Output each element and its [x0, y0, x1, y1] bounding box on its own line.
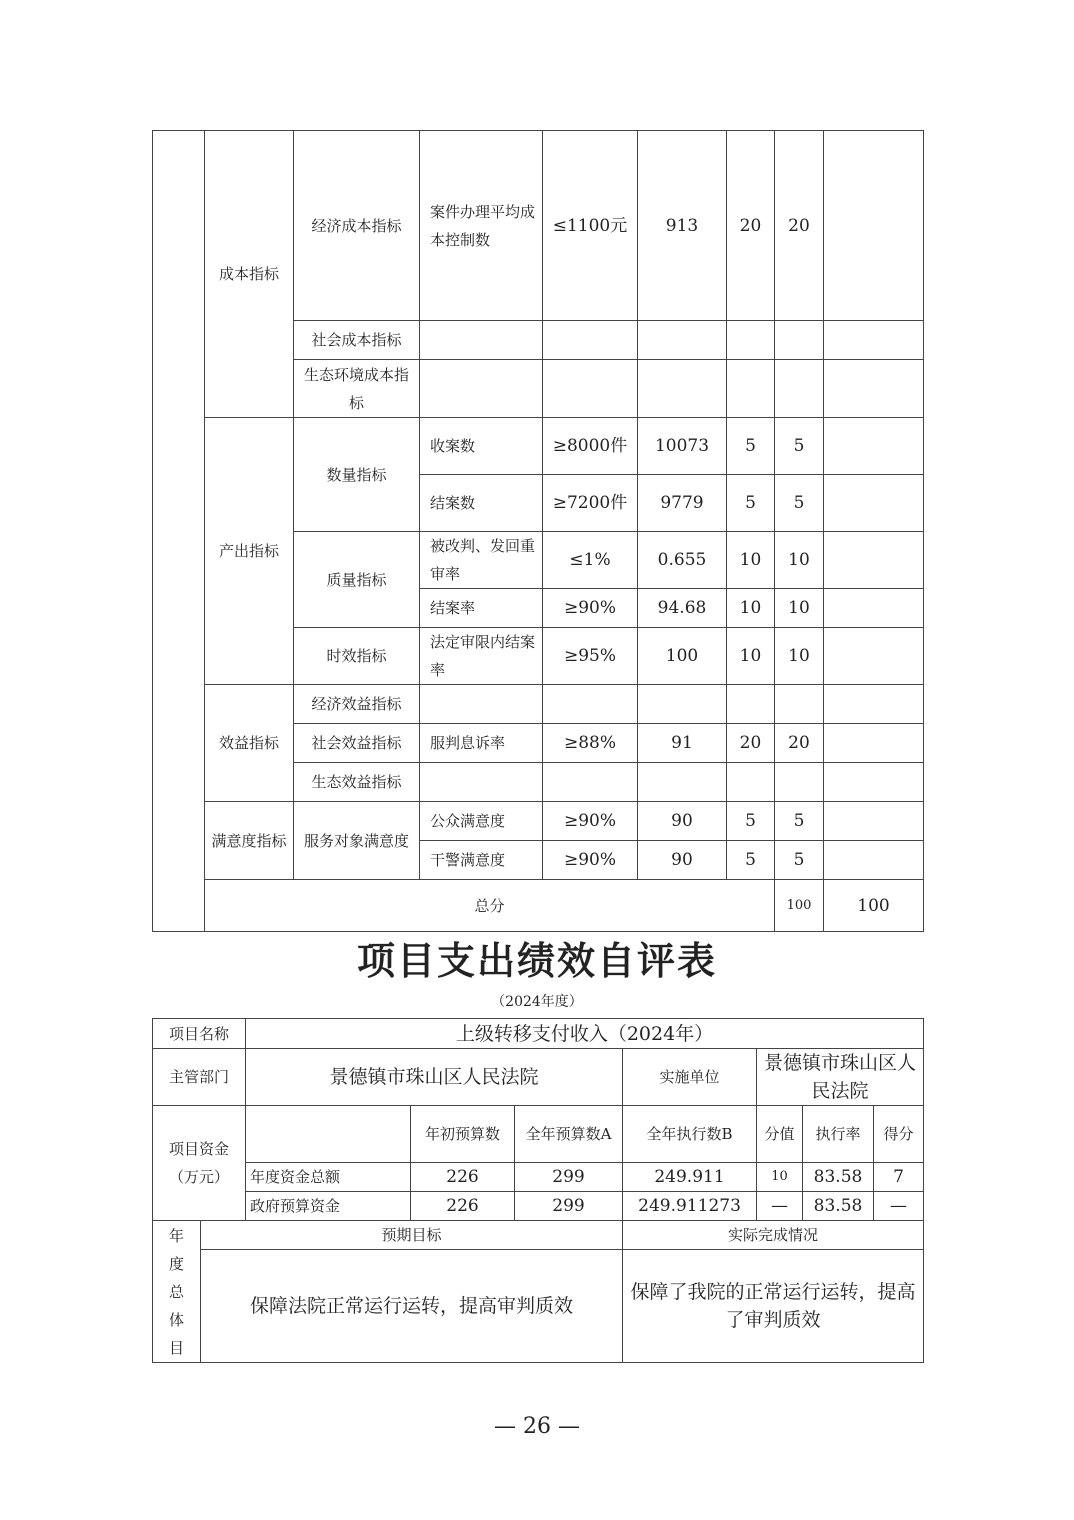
- output-category: 产出指标: [205, 418, 294, 685]
- social-benefit-weight: 20: [727, 724, 775, 763]
- social-benefit-indicator: 服判息诉率: [420, 724, 543, 763]
- econ-cost-actual: 913: [638, 131, 727, 321]
- timeliness-target: ≥95%: [543, 628, 638, 685]
- satisfaction-indicator: 干警满意度: [420, 841, 543, 880]
- quality-actual: 0.655: [638, 532, 727, 589]
- impl-label: 实施单位: [623, 1049, 757, 1106]
- quantity-target: ≥8000件: [543, 418, 638, 475]
- benefit-category: 效益指标: [205, 685, 294, 802]
- fund-weight: 10: [757, 1163, 803, 1192]
- econ-cost-label: 经济成本指标: [294, 131, 420, 321]
- fund-annual: 299: [515, 1192, 623, 1221]
- econ-cost-target: ≤1100元: [543, 131, 638, 321]
- total-score: 100: [824, 880, 924, 932]
- fund-score: —: [874, 1192, 924, 1221]
- quality-weight: 10: [727, 532, 775, 589]
- quality-actual: 94.68: [638, 589, 727, 628]
- econ-cost-score: 20: [775, 131, 824, 321]
- fund-rate: 83.58: [803, 1163, 874, 1192]
- header-rate: 执行率: [803, 1106, 874, 1163]
- timeliness-score: 10: [775, 628, 824, 685]
- quantity-weight: 5: [727, 475, 775, 532]
- social-benefit-score: 20: [775, 724, 824, 763]
- quantity-label: 数量指标: [294, 418, 420, 532]
- fund-executed: 249.911273: [623, 1192, 757, 1221]
- satisfaction-target: ≥90%: [543, 802, 638, 841]
- actual-goal: 保障了我院的正常运行运转，提高了审判质效: [623, 1250, 924, 1363]
- econ-benefit-label: 经济效益指标: [294, 685, 420, 724]
- dept-value: 景德镇市珠山区人民法院: [246, 1049, 623, 1106]
- satisfaction-weight: 5: [727, 841, 775, 880]
- social-benefit-target: ≥88%: [543, 724, 638, 763]
- quality-label: 质量指标: [294, 532, 420, 628]
- fund-rate: 83.58: [803, 1192, 874, 1221]
- header-executed: 全年执行数B: [623, 1106, 757, 1163]
- fund-initial: 226: [411, 1192, 515, 1221]
- timeliness-indicator: 法定审限内结案率: [420, 628, 543, 685]
- econ-cost-weight: 20: [727, 131, 775, 321]
- blank-first-column: [153, 131, 205, 932]
- header-weight: 分值: [757, 1106, 803, 1163]
- service-satisfaction-label: 服务对象满意度: [294, 802, 420, 880]
- satisfaction-actual: 90: [638, 802, 727, 841]
- econ-cost-indicator: 案件办理平均成本控制数: [420, 131, 543, 321]
- header-score: 得分: [874, 1106, 924, 1163]
- satisfaction-indicator: 公众满意度: [420, 802, 543, 841]
- quality-target: ≤1%: [543, 532, 638, 589]
- timeliness-actual: 100: [638, 628, 727, 685]
- quantity-target: ≥7200件: [543, 475, 638, 532]
- quantity-score: 5: [775, 475, 824, 532]
- expected-goal-header: 预期目标: [201, 1221, 623, 1250]
- quality-indicator: 被改判、发回重审率: [420, 532, 543, 589]
- social-benefit-actual: 91: [638, 724, 727, 763]
- cost-category: 成本指标: [205, 131, 294, 418]
- quality-indicator: 结案率: [420, 589, 543, 628]
- quantity-actual: 10073: [638, 418, 727, 475]
- quantity-indicator: 收案数: [420, 418, 543, 475]
- eco-benefit-label: 生态效益指标: [294, 763, 420, 802]
- header-annual-budget: 全年预算数A: [515, 1106, 623, 1163]
- timeliness-label: 时效指标: [294, 628, 420, 685]
- annual-goal-label: 年度总体目: [153, 1221, 201, 1363]
- fund-score: 7: [874, 1163, 924, 1192]
- quantity-actual: 9779: [638, 475, 727, 532]
- eco-cost-label: 生态环境成本指标: [294, 360, 420, 418]
- total-weight: 100: [775, 880, 824, 932]
- header-initial-budget: 年初预算数: [411, 1106, 515, 1163]
- quality-target: ≥90%: [543, 589, 638, 628]
- self-evaluation-table: [152, 1018, 924, 1363]
- satisfaction-score: 5: [775, 802, 824, 841]
- impl-value: 景德镇市珠山区人民法院: [757, 1049, 924, 1106]
- satisfaction-target: ≥90%: [543, 841, 638, 880]
- econ-cost-remark: [824, 131, 924, 321]
- indicator-table: [152, 130, 924, 932]
- social-cost-label: 社会成本指标: [294, 321, 420, 360]
- fund-executed: 249.911: [623, 1163, 757, 1192]
- funds-label: 项目资金（万元）: [153, 1106, 246, 1221]
- actual-goal-header: 实际完成情况: [623, 1221, 924, 1250]
- fund-annual: 299: [515, 1163, 623, 1192]
- satisfaction-score: 5: [775, 841, 824, 880]
- page-title: 项目支出绩效自评表: [356, 938, 717, 983]
- fund-row-label: 政府预算资金: [246, 1192, 411, 1221]
- satisfaction-actual: 90: [638, 841, 727, 880]
- fund-initial: 226: [411, 1163, 515, 1192]
- social-benefit-label: 社会效益指标: [294, 724, 420, 763]
- fund-weight: —: [757, 1192, 803, 1221]
- fund-row-label: 年度资金总额: [246, 1163, 411, 1192]
- quality-weight: 10: [727, 589, 775, 628]
- project-name-label: 项目名称: [153, 1019, 246, 1049]
- expected-goal: 保障法院正常运行运转，提高审判质效: [201, 1250, 623, 1363]
- project-name: 上级转移支付收入（2024年）: [246, 1019, 924, 1049]
- quantity-score: 5: [775, 418, 824, 475]
- dept-label: 主管部门: [153, 1049, 246, 1106]
- satisfaction-category: 满意度指标: [205, 802, 294, 880]
- quantity-indicator: 结案数: [420, 475, 543, 532]
- page-subtitle: （2024年度）: [491, 994, 583, 1010]
- quality-score: 10: [775, 589, 824, 628]
- quantity-weight: 5: [727, 418, 775, 475]
- timeliness-weight: 10: [727, 628, 775, 685]
- quality-score: 10: [775, 532, 824, 589]
- total-label: 总分: [205, 880, 775, 932]
- page-number: — 26 —: [494, 1414, 580, 1439]
- satisfaction-weight: 5: [727, 802, 775, 841]
